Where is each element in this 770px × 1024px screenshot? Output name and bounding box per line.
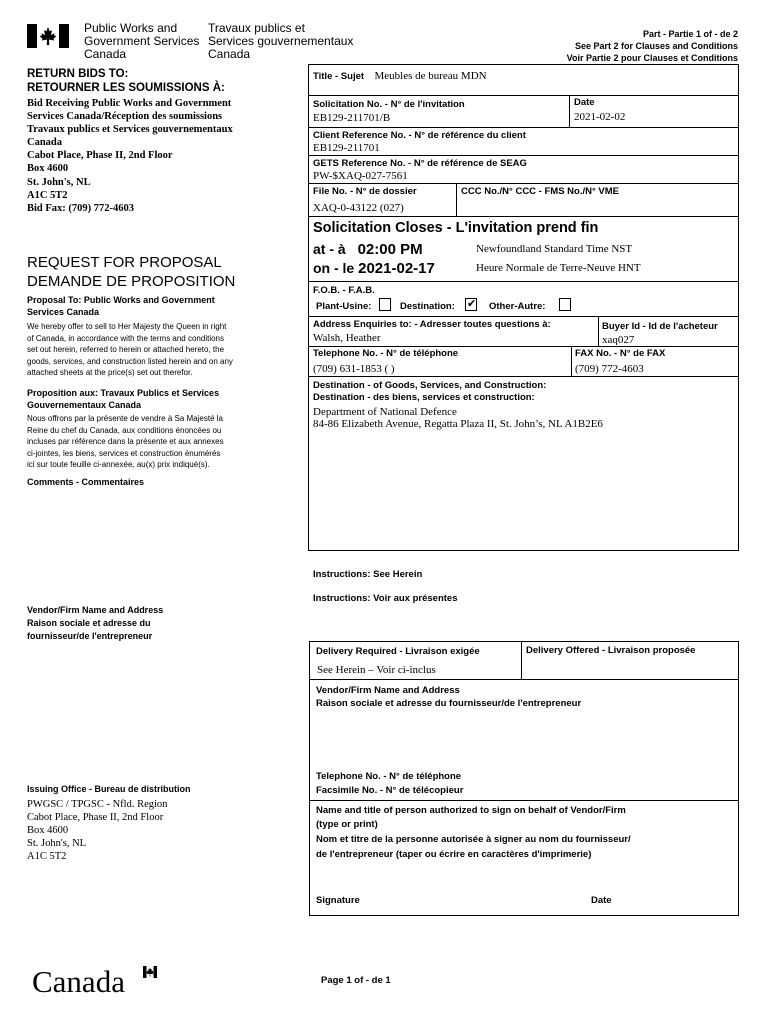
offer-line: Reine du chef du Canada, aux conditions énoncées ou — [27, 425, 222, 435]
phone-value: (709) 631-1853 ( ) — [313, 363, 395, 375]
rfp-title-fr: DEMANDE DE PROPOSITION — [27, 273, 236, 290]
delivery-offered-field[interactable] — [524, 658, 736, 677]
return-bids-en: RETURN BIDS TO: — [27, 68, 129, 80]
return-bids-heading — [27, 67, 225, 95]
auth-line2: (type or print) — [316, 819, 378, 830]
instructions-fr: Instructions: Voir aux présentes — [313, 593, 458, 604]
delivery-offered-label: Delivery Offered - Livraison proposée — [526, 645, 696, 656]
vendor-address-field[interactable] — [312, 712, 736, 768]
comments-label: Comments - Commentaires — [27, 477, 145, 487]
fax-label: FAX No. - N° de FAX — [575, 348, 666, 359]
delivery-required-label: Delivery Required - Livraison exigée — [316, 646, 480, 657]
org-en-line2: Government Services — [84, 34, 200, 48]
canada-wordmark-text: Canada — [32, 964, 125, 999]
proposal-to-en-line2: Services Canada — [27, 307, 100, 317]
org-fr-line1: Travaux publics et — [208, 21, 305, 35]
offer-line: set out herein, referred to herein or attached hereto, the — [27, 345, 225, 354]
auth-line3: Nom et titre de la personne autorisée à signer au nom du fournisseur/ — [316, 834, 631, 845]
proposal-to-fr-line1: Proposition aux: Travaux Publics et Services — [27, 388, 220, 398]
rfp-title — [27, 253, 235, 291]
bid-fax: Bid Fax: (709) 772-4603 — [27, 202, 135, 214]
sol-no-value: EB129-211701/B — [313, 112, 391, 124]
issuing-line: Cabot Place, Phase II, 2nd Floor — [27, 812, 164, 823]
at-row — [313, 240, 423, 259]
address-line: A1C 5T2 — [27, 189, 68, 201]
destination-checkbox[interactable] — [465, 298, 477, 311]
proposal-to-fr-line2: Gouvernementaux Canada — [27, 400, 142, 410]
vendor-label-en-right: Vendor/Firm Name and Address — [316, 685, 460, 696]
see-part2-en: See Part 2 for Clauses and Conditions — [574, 41, 738, 51]
org-fr-line2: Services gouvernementaux — [208, 34, 354, 48]
vendor-label-fr2: fournisseur/de l'entrepreneur — [27, 631, 153, 641]
part-text: Part - Partie 1 of - de 2 — [642, 29, 738, 39]
offer-line: Nous offrons par la présente de vendre à Sa Majesté la — [27, 414, 223, 423]
gets-label: GETS Reference No. - N° de référence de SEAG — [313, 158, 527, 169]
dest-value2: 84-86 Elizabeth Avenue, Regatta Plaza II, St. John’s, NL A1B2E6 — [313, 418, 603, 430]
dest-value1: Department of National Defence — [313, 406, 457, 418]
ccc-label: CCC No./N° CCC - FMS No./N° VME — [461, 186, 620, 197]
wordmark-flag-icon — [143, 966, 157, 978]
part-info — [567, 28, 738, 64]
destination-label: Destination: — [400, 301, 455, 312]
address-line: Box 4600 — [27, 163, 69, 175]
offer-line: attached sheets at the price(s) set out therefor. — [27, 368, 193, 377]
offer-line: incluses par référence dans la présente et aux annexes — [27, 437, 224, 446]
at-label: at - à — [313, 241, 346, 257]
gets-value: PW-$XAQ-027-7561 — [313, 170, 408, 182]
vendor-label-fr-right: Raison sociale et adresse du fournisseur/de l'entrepreneur — [316, 698, 582, 709]
facsimile-label: Facsimile No. - N° de télécopieur — [316, 785, 464, 796]
file-label: File No. - N° de dossier — [313, 186, 417, 197]
address-line: Cabot Place, Phase II, 2nd Floor — [27, 150, 173, 162]
plant-label: Plant-Usine: — [316, 301, 372, 312]
timezone-en: Newfoundland Standard Time NST — [476, 243, 633, 255]
offer-line: goods, services, and construction listed herein and on any — [27, 356, 233, 366]
address-line: St. John's, NL — [27, 176, 91, 188]
delivery-required-value: See Herein – Voir ci-inclus — [317, 664, 436, 676]
client-ref-label: Client Reference No. - N° de référence du client — [313, 130, 526, 141]
offer-line: We hereby offer to sell to Her Majesty the Queen in right — [27, 322, 227, 331]
offer-line: of Canada, in accordance with the terms and conditions — [27, 333, 225, 343]
other-label: Other-Autre: — [489, 301, 546, 312]
issuing-line: St. John's, NL — [27, 838, 87, 849]
proposal-to-en-line1: Proposal To: Public Works and Government — [27, 295, 215, 305]
dest-label-fr: Destination - des biens, services et construction: — [313, 392, 535, 403]
auth-line4: de l'entrepreneur (taper ou écrire en caractères d'imprimerie) — [316, 849, 592, 860]
title-label: Title - Sujet — [313, 71, 365, 82]
issuing-line: PWGSC / TPGSC - Nfld. Region — [27, 799, 168, 810]
address-line: Canada — [27, 137, 63, 149]
on-row — [313, 259, 435, 278]
check-mark-icon: ✔ — [467, 297, 477, 310]
return-bids-fr: RETOURNER LES SOUMISSIONS À: — [27, 82, 225, 94]
buyer-label: Buyer Id - Id de l'acheteur — [602, 321, 718, 332]
see-part2-fr: Voir Partie 2 pour Clauses et Conditions — [566, 53, 738, 63]
rfp-title-en: REQUEST FOR PROPOSAL — [27, 254, 222, 271]
telephone-label: Telephone No. - N° de téléphone — [316, 771, 462, 782]
org-name-en — [84, 22, 199, 61]
close-time: 02:00 PM — [357, 241, 423, 258]
signature-date-label: Date — [591, 895, 612, 906]
fax-value: (709) 772-4603 — [575, 363, 644, 375]
vendor-label-en: Vendor/Firm Name and Address — [27, 605, 164, 615]
address-line: Bid Receiving Public Works and Government — [27, 98, 232, 109]
canada-wordmark — [32, 964, 125, 1000]
date-label: Date — [574, 97, 595, 108]
address-line: Services Canada/Réception des soumissions — [27, 111, 223, 123]
issuing-line: A1C 5T2 — [27, 851, 67, 862]
on-label: on - le — [313, 260, 355, 276]
org-fr-line3: Canada — [208, 47, 251, 61]
timezone-fr: Heure Normale de Terre-Neuve HNT — [476, 262, 641, 274]
offer-text-en — [27, 321, 233, 379]
plant-checkbox[interactable] — [379, 298, 391, 311]
signature-label: Signature — [316, 895, 360, 906]
issuing-line: Box 4600 — [27, 825, 69, 836]
other-checkbox[interactable] — [559, 298, 571, 311]
title-row — [313, 66, 487, 84]
issuing-office-address — [27, 798, 167, 863]
closes-title: Solicitation Closes - L'invitation prend fin — [313, 220, 599, 236]
file-value: XAQ-0-43122 (027) — [313, 202, 404, 214]
offer-text-fr — [27, 413, 224, 471]
vendor-label-fr1: Raison sociale et adresse du — [27, 618, 151, 628]
close-date: 2021-02-17 — [358, 260, 435, 277]
org-en-line3: Canada — [84, 47, 127, 61]
auth-line1: Name and title of person authorized to sign on behalf of Vendor/Firm — [316, 805, 626, 816]
enquiries-value: Walsh, Heather — [313, 332, 381, 344]
fob-label: F.O.B. - F.A.B. — [313, 285, 375, 296]
dest-label-en: Destination - of Goods, Services, and Construction: — [313, 380, 547, 391]
sol-no-label: Solicitation No. - N° de l'invitation — [313, 99, 465, 110]
proposal-to-fr — [27, 387, 219, 411]
title-value: Meubles de bureau MDN — [374, 70, 487, 82]
buyer-value: xaq027 — [602, 334, 635, 345]
client-ref-value: EB129-211701 — [313, 142, 380, 154]
issuing-office-label: Issuing Office - Bureau de distribution — [27, 784, 191, 794]
enquiries-label: Address Enquiries to: - Adresser toutes questions à: — [313, 319, 551, 330]
canada-flag-icon — [27, 24, 69, 48]
org-name-fr — [208, 22, 353, 61]
date-value: 2021-02-02 — [574, 111, 626, 123]
phone-label: Telephone No. - N° de téléphone — [313, 348, 459, 359]
offer-line: ici sur toute feuille ci-annexée, au(x) prix indiqué(s). — [27, 460, 210, 469]
vendor-label-left — [27, 604, 163, 643]
return-bids-address — [27, 97, 233, 215]
page-number: Page 1 of - de 1 — [321, 975, 391, 986]
instructions-en: Instructions: See Herein — [313, 569, 423, 580]
offer-line: ci-jointes, les biens, services et construction énumérés — [27, 448, 221, 458]
proposal-to-en — [27, 294, 215, 318]
address-line: Travaux publics et Services gouvernementaux — [27, 124, 233, 136]
org-en-line1: Public Works and — [84, 21, 178, 35]
